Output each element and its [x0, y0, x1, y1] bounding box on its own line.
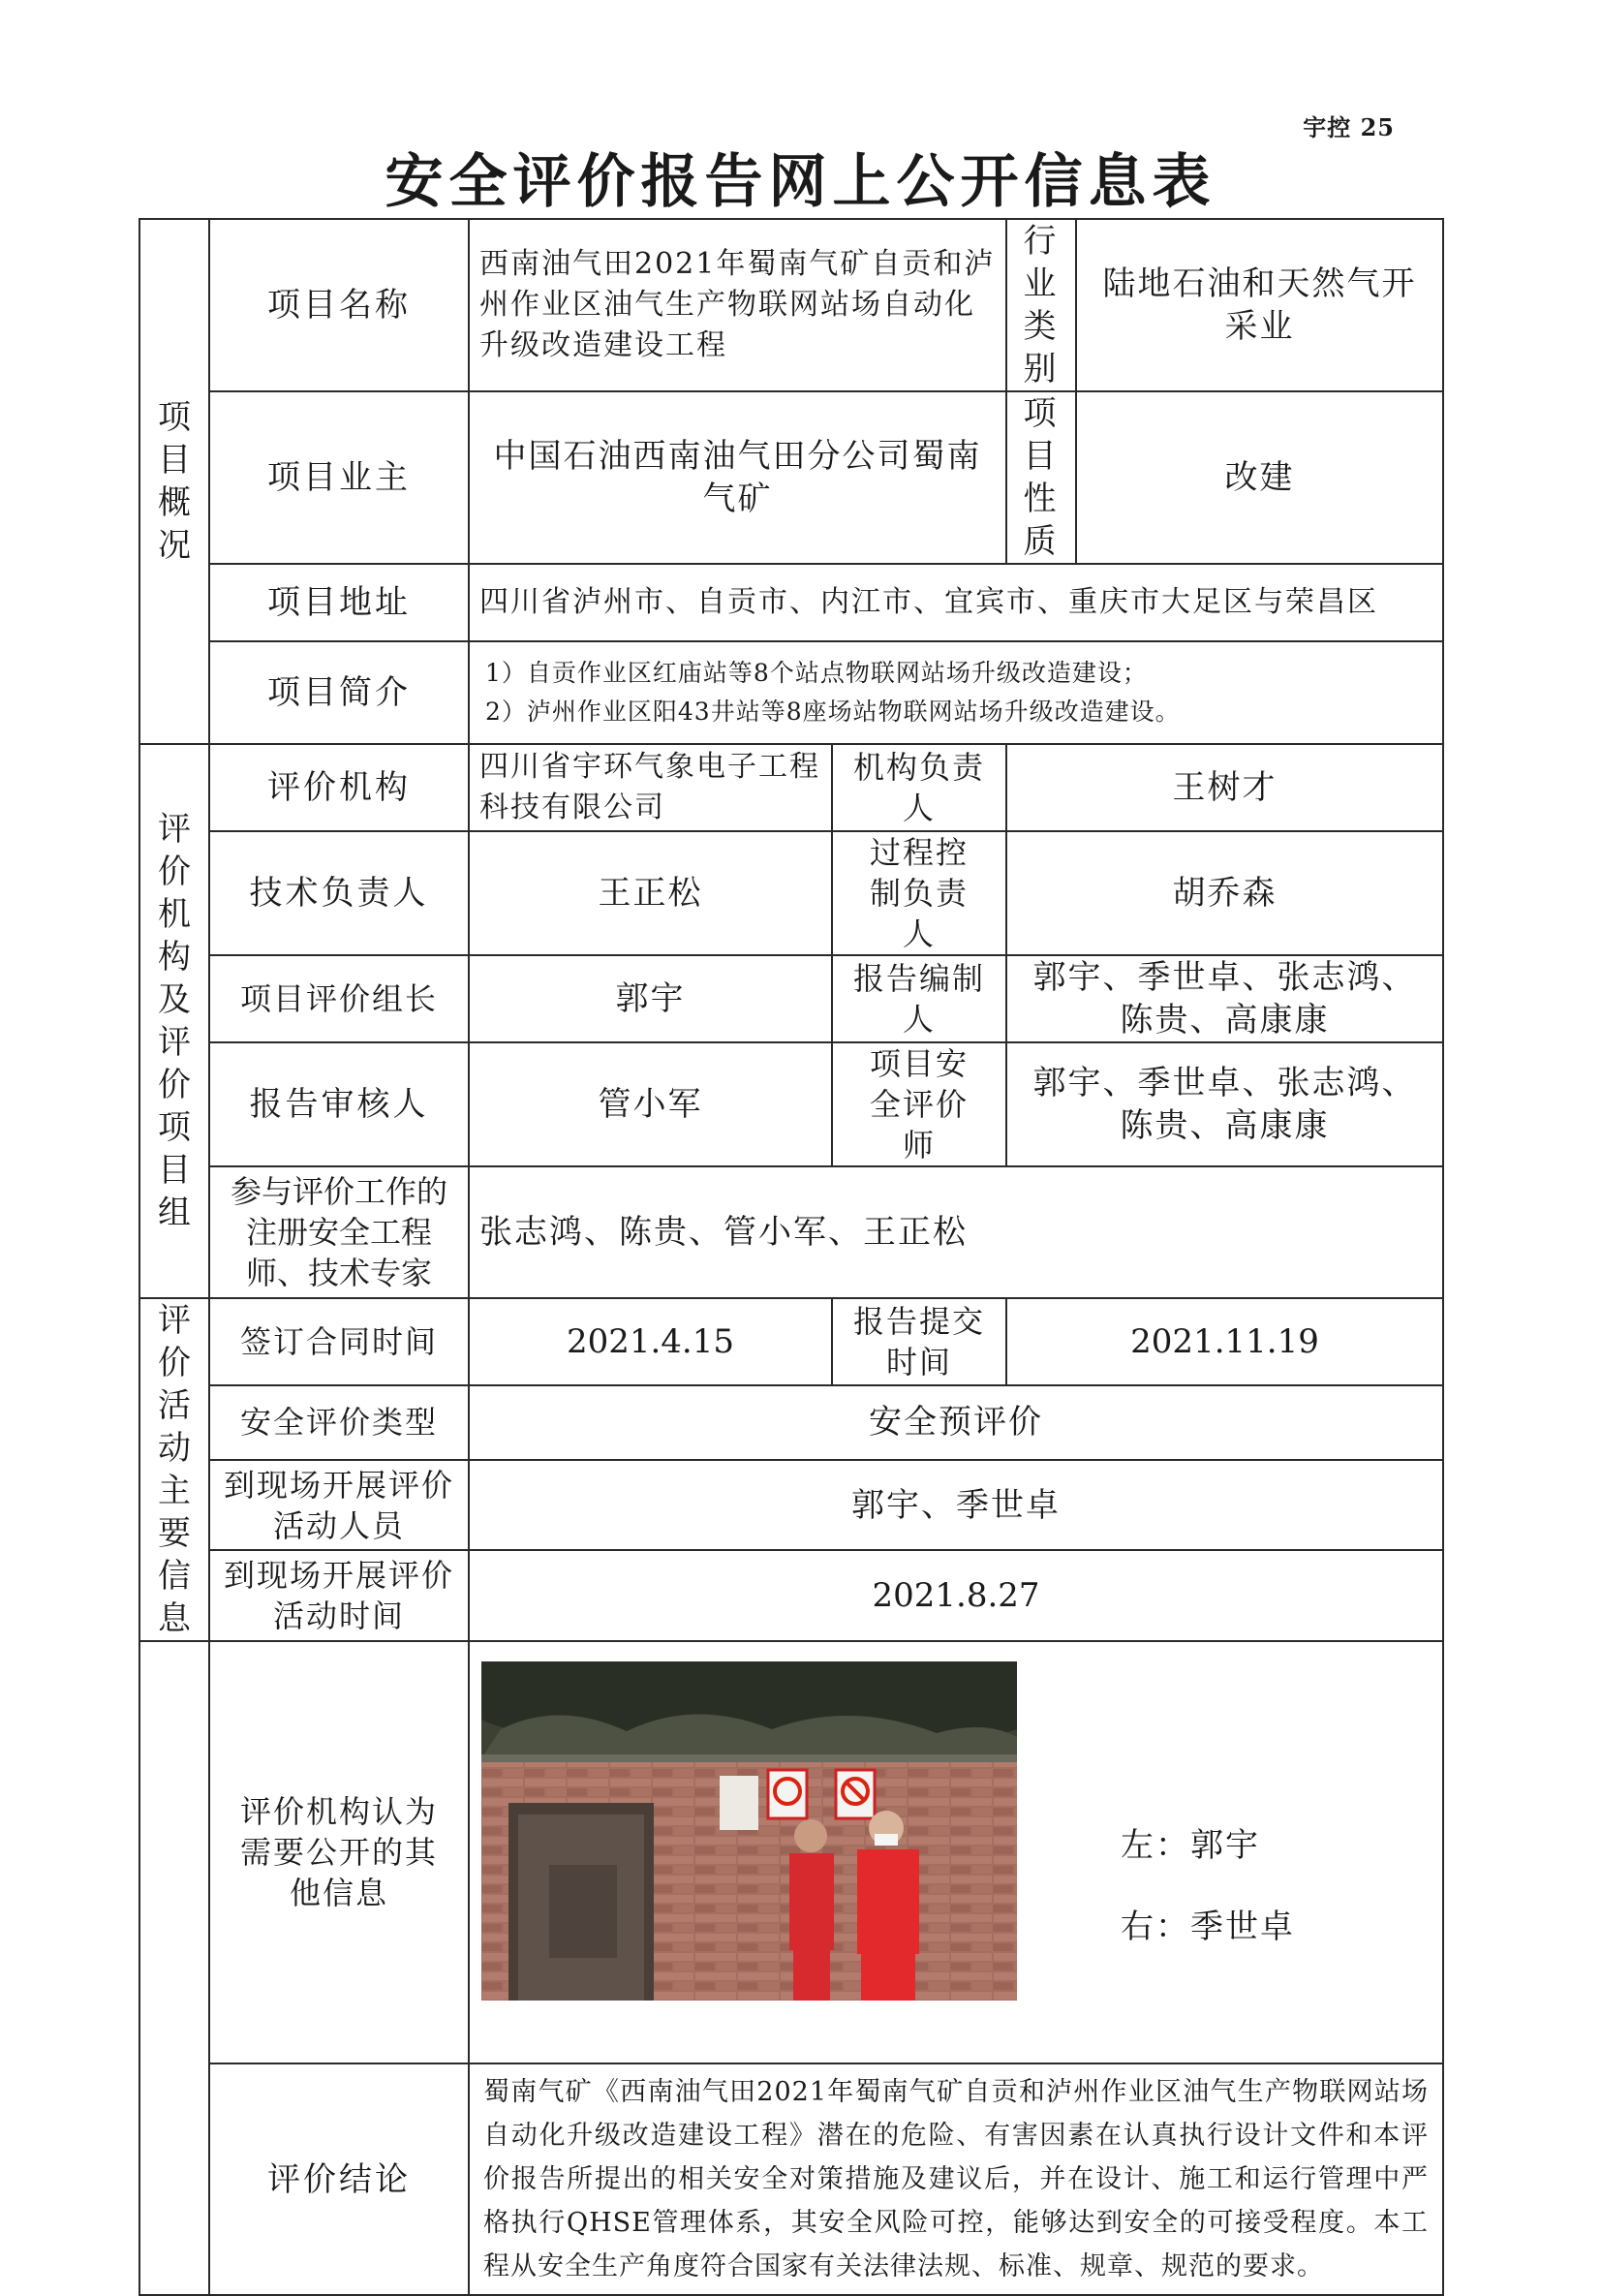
- reviewer-label: 报告审核人: [209, 1042, 469, 1166]
- contract-time-value: 2021.4.15: [469, 1298, 832, 1385]
- participants-value: 张志鸿、陈贵、管小军、王正松: [469, 1166, 1443, 1298]
- reviewer-value: 管小军: [469, 1042, 832, 1166]
- site-photo-illustration: [481, 1661, 1017, 2001]
- agency-head-label: 机构负责人: [832, 744, 1006, 831]
- agency-value: 四川省宇环气象电子工程科技有限公司: [469, 744, 832, 831]
- tech-head-label: 技术负责人: [209, 831, 469, 955]
- other-info-label: 评价机构认为需要公开的其他信息: [209, 1641, 469, 2063]
- section-overview: 项目概况: [139, 219, 209, 744]
- other-info-cell: [469, 1641, 1443, 2063]
- compiler-label: 报告编制人: [832, 955, 1006, 1042]
- safety-assessor-value: 郭宇、季世卓、张志鸿、陈贵、高康康: [1006, 1042, 1443, 1166]
- nature-value: 改建: [1076, 391, 1443, 564]
- agency-head-value: 王树才: [1006, 744, 1443, 831]
- site-photo: [481, 1661, 1017, 2001]
- industry-label: 行业类别: [1006, 219, 1076, 391]
- brief-label: 项目简介: [209, 641, 469, 744]
- info-table: [139, 218, 1444, 2296]
- team-leader-label: 项目评价组长: [209, 955, 469, 1042]
- project-name-value: 西南油气田2021年蜀南气矿自贡和泸州作业区油气生产物联网站场自动化升级改造建设工程: [469, 219, 1006, 391]
- eval-type-value: 安全预评价: [469, 1385, 1443, 1460]
- section-agency: 评价机构及评价项目组: [139, 744, 209, 1298]
- participants-label: 参与评价工作的注册安全工程师、技术专家: [209, 1166, 469, 1298]
- process-head-label: 过程控制负责人: [832, 831, 1006, 955]
- industry-value: 陆地石油和天然气开采业: [1076, 219, 1443, 391]
- address-value: 四川省泸州市、自贡市、内江市、宜宾市、重庆市大足区与荣昌区: [469, 564, 1443, 641]
- document-code: 宇控 25: [1303, 113, 1395, 141]
- section-activity: 评价活动主要信息: [139, 1298, 209, 1641]
- contract-time-label: 签订合同时间: [209, 1298, 469, 1385]
- conclusion-label: 评价结论: [209, 2063, 469, 2295]
- project-name-label: 项目名称: [209, 219, 469, 391]
- brief-item-2: 2）泸州作业区阳43井站等8座场站物联网站场升级改造建设。: [485, 698, 1181, 726]
- onsite-time-label: 到现场开展评价活动时间: [209, 1550, 469, 1641]
- photo-captions: [1121, 1805, 1295, 1968]
- photo-caption-right: 右：季世卓: [1121, 1908, 1295, 1946]
- tech-head-value: 王正松: [469, 831, 832, 955]
- address-label: 项目地址: [209, 564, 469, 641]
- brief-value: [469, 641, 1443, 744]
- safety-assessor-label: 项目安全评价师: [832, 1042, 1006, 1166]
- onsite-staff-label: 到现场开展评价活动人员: [209, 1460, 469, 1551]
- submit-time-label: 报告提交时间: [832, 1298, 1006, 1385]
- blank-section-cell: [139, 1641, 209, 2295]
- owner-label: 项目业主: [209, 391, 469, 564]
- photo-caption-left: 左：郭宇: [1121, 1826, 1260, 1865]
- team-leader-value: 郭宇: [469, 955, 832, 1042]
- onsite-time-value: 2021.8.27: [469, 1550, 1443, 1641]
- submit-time-value: 2021.11.19: [1006, 1298, 1443, 1385]
- eval-type-label: 安全评价类型: [209, 1385, 469, 1460]
- nature-label: 项目性质: [1006, 391, 1076, 564]
- process-head-value: 胡乔森: [1006, 831, 1443, 955]
- onsite-staff-value: 郭宇、季世卓: [469, 1460, 1443, 1551]
- brief-item-1: 1）自贡作业区红庙站等8个站点物联网站场升级改造建设；: [485, 659, 1148, 687]
- agency-label: 评价机构: [209, 744, 469, 831]
- conclusion-value: 蜀南气矿《西南油气田2021年蜀南气矿自贡和泸州作业区油气生产物联网站场自动化升级改造建设工程》潜在的危险、有害因素在认真执行设计文件和本评价报告所提出的相关安全对策措施及建议后，并在设计、施工和运行管理中严格执行QHSE管理体系，其安全风险可控，能够达到安全的可接受程度。本工程从安全生产角度符合国家有关法律法规、标准、规章、规范的要求。: [469, 2063, 1443, 2295]
- compiler-value: 郭宇、季世卓、张志鸿、陈贵、高康康: [1006, 955, 1443, 1042]
- page-title: 安全评价报告网上公开信息表: [385, 148, 1216, 216]
- owner-value: 中国石油西南油气田分公司蜀南气矿: [469, 391, 1006, 564]
